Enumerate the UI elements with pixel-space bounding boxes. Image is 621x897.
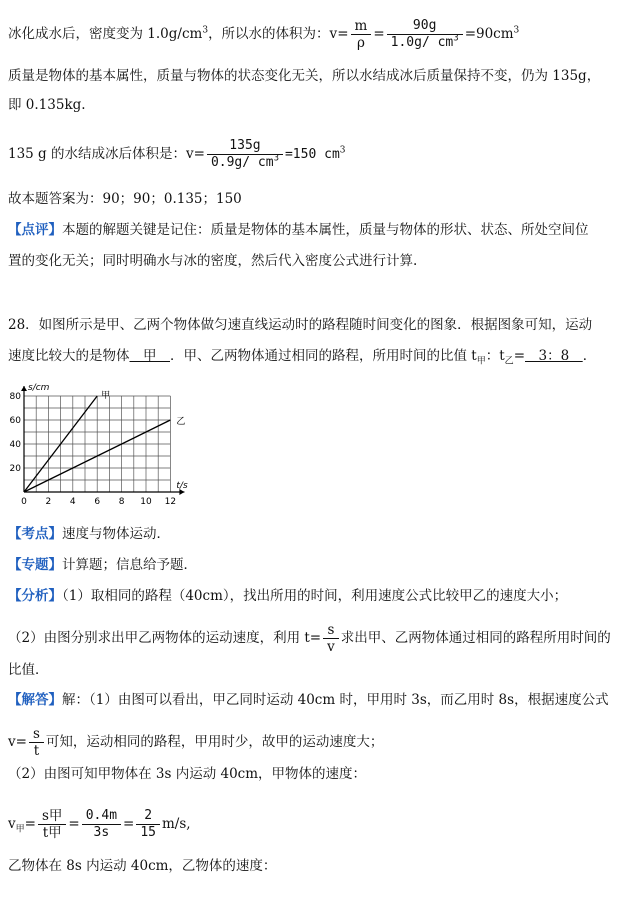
- solution-line-3: （2）由图可知甲物体在 3s 内运动 40cm，甲物体的速度：: [8, 766, 367, 782]
- category-tag: 【专题】: [8, 557, 62, 573]
- solution-line-5: 乙物体在 8s 内运动 40cm，乙物体的速度：: [8, 858, 277, 874]
- fraction-90g: $\frac{90g}{1.0g/ cm^3}$: [387, 18, 463, 51]
- x-tick-label: 10: [140, 497, 152, 507]
- topic-line: 【考点】速度与物体运动．: [8, 526, 170, 542]
- y-tick-label: 40: [9, 440, 21, 450]
- fraction-m-over-rho: $\frac{m}{\rho}$: [351, 18, 372, 51]
- solution-line-2: v= $\frac{s}{t}$ 可知，运动相同的路程，甲用时少，故甲的运动速度大；: [8, 726, 384, 759]
- mass-property-line-1: 质量是物体的基本属性，质量与物体的状态变化无关，所以水结成冰后质量保持不变，仍为 135g，: [8, 68, 601, 84]
- ice-to-water-volume-line: 冰化成水后，密度变为 $1.0g/cm^3$，所以水的体积为：v= $\frac{m}{\rho}$ = $\frac{90g}{1.0g/ cm^3}$ $=90cm^3$: [8, 18, 520, 51]
- y-axis-arrow: [21, 386, 27, 391]
- analysis-tag: 【分析】: [8, 588, 62, 604]
- series-label: 甲: [101, 391, 111, 401]
- fraction-s-over-v: $\frac{s}{v}$: [323, 622, 339, 655]
- x-axis-label: t/s: [176, 481, 188, 491]
- solution-tag: 【解答】: [8, 692, 62, 708]
- analysis-line-3: 比值．: [8, 662, 49, 678]
- y-axis-label: s/cm: [28, 383, 50, 393]
- comment-tag: 【点评】: [8, 222, 62, 238]
- y-tick-label: 20: [9, 464, 21, 474]
- x-tick-label: 0: [21, 497, 27, 507]
- solution-line-1: 【解答】解：（1）由图可以看出，甲乙同时运动 40cm 时，甲用时 3s，而乙用时 8s，根据速度公式: [8, 692, 609, 708]
- x-tick-label: 2: [45, 497, 52, 507]
- distance-time-chart: [8, 378, 198, 508]
- topic-tag: 【考点】: [8, 526, 62, 542]
- x-tick-label: 12: [164, 497, 177, 507]
- comment-line-1: 【点评】本题的解题关键是记住：质量是物体的基本属性，质量与物体的形状、状态、所处空间位: [8, 222, 589, 238]
- fraction-135g: $\frac{135g}{0.9g/ cm^3}$: [207, 138, 283, 171]
- x-tick-label: 6: [94, 497, 101, 507]
- category-line: 【专题】计算题；信息给予题．: [8, 557, 197, 573]
- answer-blank-1: 甲: [129, 348, 170, 364]
- series-label: 乙: [176, 417, 186, 427]
- answer-blank-2: 3：8: [525, 348, 583, 364]
- x-tick-label: 4: [69, 497, 76, 507]
- fraction-2-over-15: $\frac{2}{15}$: [136, 808, 160, 841]
- question-28-line-1: 28．如图所示是甲、乙两个物体做匀速直线运动时的路程随时间变化的图象．根据图象可知，运动: [8, 317, 593, 333]
- ice-volume-line: 135 g 的水结成冰后体积是：v= $\frac{135g}{0.9g/ cm^3}$ =150 $cm^3$: [8, 138, 346, 170]
- answer-line: 故本题答案为：90；90；0.135；150: [8, 191, 242, 207]
- mass-property-line-2: 即 0.135kg.: [8, 97, 86, 113]
- fraction-s-over-t: $\frac{s}{t}$: [29, 726, 44, 759]
- y-tick-label: 60: [9, 416, 21, 426]
- analysis-line-2: （2）由图分别求出甲乙两物体的运动速度，利用 t= $\frac{s}{v}$ 求出甲、乙两物体通过相同的路程所用时间的: [8, 622, 611, 655]
- analysis-line-1: 【分析】（1）取相同的路程（40cm），找出所用的时间，利用速度公式比较甲乙的速度大小；: [8, 588, 568, 604]
- comment-line-2: 置的变化无关；同时明确水与冰的密度，然后代入密度公式进行计算.: [8, 253, 418, 269]
- solution-velocity-jia: $v_甲=$ $\frac{\text{s甲}}{\text{t甲}}$ = $\frac{0.4m}{3s}$ = $\frac{2}{15}$ m/s,: [8, 808, 191, 841]
- fraction-0.4m-over-3s: $\frac{0.4m}{3s}$: [82, 808, 121, 841]
- fraction-s-jia-over-t-jia: $\frac{\text{s甲}}{\text{t甲}}$: [38, 808, 66, 841]
- y-tick-label: 80: [9, 392, 21, 402]
- question-28-line-2: 速度比较大的是物体 甲 ．甲、乙两物体通过相同的路程，所用时间的比值 $t_甲$：$t_乙=$ 3：8 ．: [8, 348, 597, 367]
- x-tick-label: 8: [118, 497, 125, 507]
